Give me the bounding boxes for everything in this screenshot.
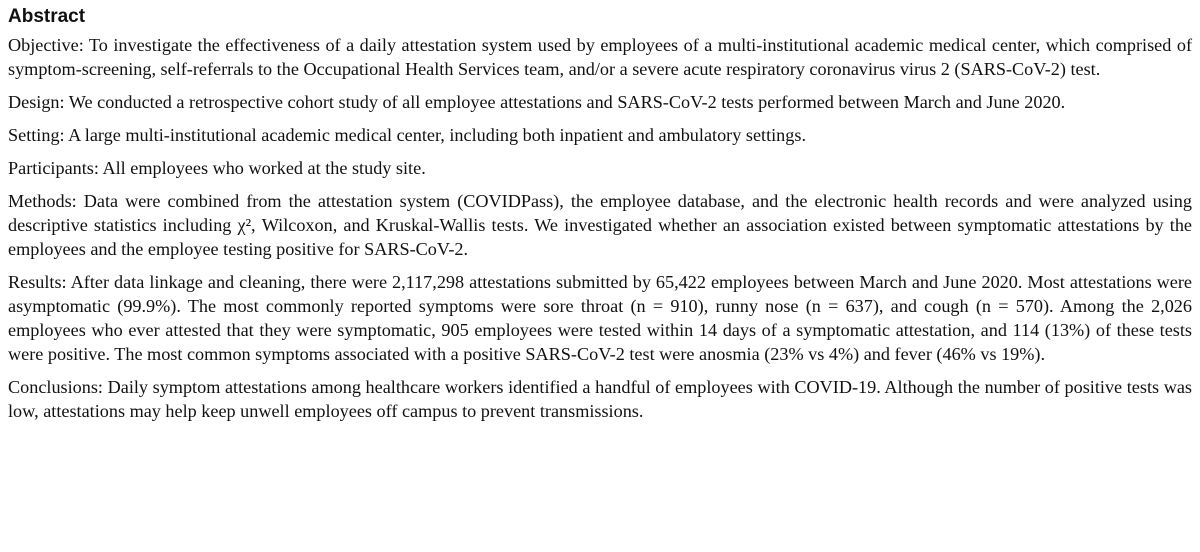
setting-paragraph: Setting: A large multi-institutional academic medical center, including both inpatient and ambulatory settings. [8,125,806,145]
abstract-section [8,4,1192,423]
participants-paragraph: Participants: All employees who worked at the study site. [8,158,426,178]
objective-paragraph: Objective: To investigate the effectiveness of a daily attestation system used by employees of a multi-institutional academic medical center, which comprised of symptom-screening, self-referrals to the Occupational Health Services team, and/or a severe acute respiratory coronavirus virus 2 (SARS-CoV-2) test. [8,35,1192,79]
design-paragraph: Design: We conducted a retrospective cohort study of all employee attestations and SARS-CoV-2 tests performed between March and June 2020. [8,92,1066,112]
conclusions-paragraph: Conclusions: Daily symptom attestations among healthcare workers identified a handful of employees with COVID-19. Although the number of positive tests was low, attestations may help keep unwell employees off campus to prevent transmissions. [8,377,1192,421]
results-paragraph: Results: After data linkage and cleaning, there were 2,117,298 attestations submitted by 65,422 employees between March and June 2020. Most attestations were asymptomatic (99.9%). The most commonly reported symptoms were sore throat (n = 910), runny nose (n = 637), and cough (n = 570). Among the 2,026 employees who ever attested that they were symptomatic, 905 employees were tested within 14 days of a symptomatic attestation, and 114 (13%) of these tests were positive. The most common symptoms associated with a positive SARS-CoV-2 test were anosmia (23% vs 4%) and fever (46% vs 19%). [8,272,1192,364]
methods-paragraph: Methods: Data were combined from the attestation system (COVIDPass), the employee database, and the electronic health records and were analyzed using descriptive statistics including χ², Wilcoxon, and Kruskal-Wallis tests. We investigated whether an association existed between symptomatic attestations by the employees and the employee testing positive for SARS-CoV-2. [8,191,1192,259]
abstract-heading: Abstract [8,6,86,27]
